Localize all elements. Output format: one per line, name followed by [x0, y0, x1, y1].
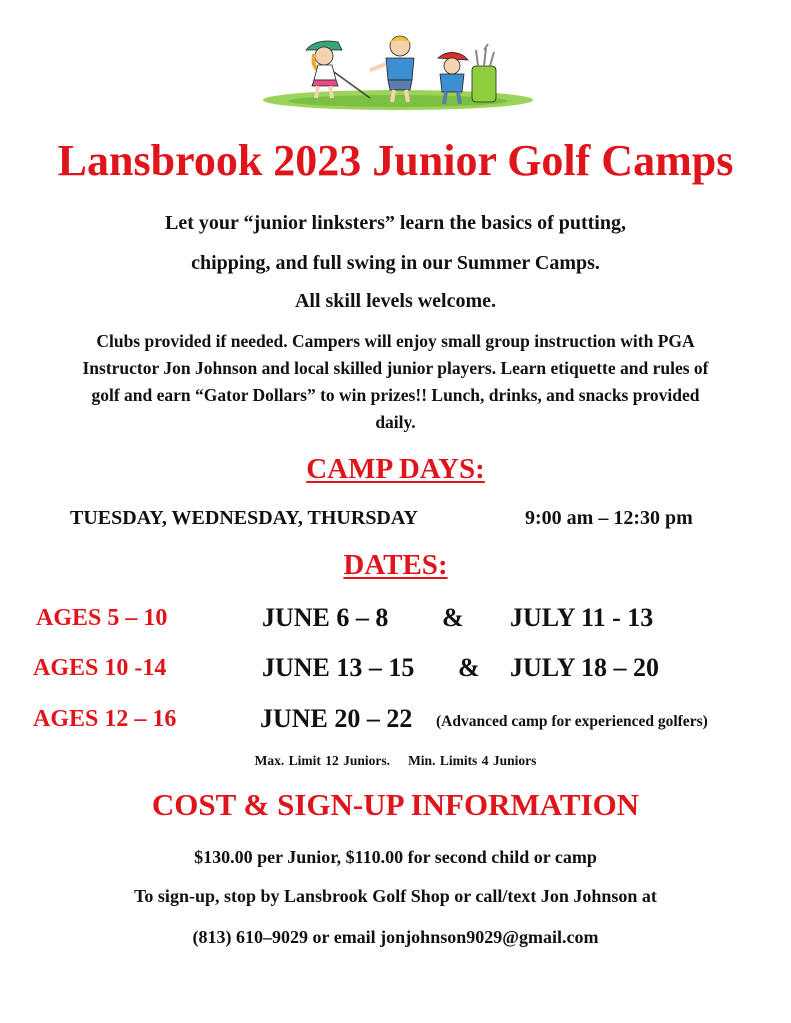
- details-line-4: daily.: [375, 412, 416, 432]
- age-group-label: AGES 10 -14: [33, 655, 167, 681]
- details-line-2: Instructor Jon Johnson and local skilled junior players. Learn etiquette and rules of: [82, 358, 709, 378]
- page-title: Lansbrook 2023 Junior Golf Camps: [57, 136, 734, 185]
- age-row: [0, 600, 791, 636]
- cost-heading: COST & SIGN-UP INFORMATION: [151, 787, 640, 822]
- min-limit: Min. Limits 4 Juniors: [408, 753, 537, 768]
- max-limit: Max. Limit 12 Juniors.: [254, 753, 391, 768]
- ampersand: &: [442, 603, 464, 632]
- details-line-3: golf and earn “Gator Dollars” to win prizes!! Lunch, drinks, and snacks provided: [91, 385, 700, 405]
- details-line-1: Clubs provided if needed. Campers will enjoy small group instruction with PGA: [96, 331, 695, 351]
- contact-info: (813) 610–9029 or email jonjohnson9029@gmail.com: [192, 927, 599, 947]
- camp-hours: 9:00 am – 12:30 pm: [525, 507, 693, 529]
- intro-line-1: Let your “junior linksters” learn the basics of putting,: [165, 212, 626, 234]
- price-info: $130.00 per Junior, $110.00 for second child or camp: [194, 847, 597, 867]
- camp-limits: [0, 752, 791, 770]
- camp-days-row: [0, 505, 791, 531]
- age-group-label: AGES 5 – 10: [36, 605, 168, 631]
- advanced-camp-note: (Advanced camp for experienced golfers): [436, 713, 708, 730]
- kids-golfing-illustration: [258, 30, 533, 112]
- age-row: [0, 701, 791, 737]
- july-dates: JULY 18 – 20: [510, 653, 660, 682]
- age-row: [0, 650, 791, 686]
- age-group-label: AGES 12 – 16: [33, 706, 177, 732]
- signup-info: To sign-up, stop by Lansbrook Golf Shop or call/text Jon Johnson at: [134, 886, 657, 906]
- dates-heading: DATES:: [343, 549, 448, 581]
- july-dates: JULY 11 - 13: [510, 603, 654, 632]
- camp-details: [18, 328, 773, 436]
- intro-line-2: chipping, and full swing in our Summer Camps.: [191, 252, 600, 274]
- june-dates: JUNE 6 – 8: [262, 603, 389, 632]
- camp-days-list: TUESDAY, WEDNESDAY, THURSDAY: [70, 507, 418, 529]
- intro-line-3: All skill levels welcome.: [294, 290, 497, 312]
- camp-days-heading: CAMP DAYS:: [306, 453, 485, 485]
- june-dates: JUNE 20 – 22: [260, 704, 413, 733]
- ampersand: &: [458, 653, 480, 682]
- june-dates: JUNE 13 – 15: [262, 653, 415, 682]
